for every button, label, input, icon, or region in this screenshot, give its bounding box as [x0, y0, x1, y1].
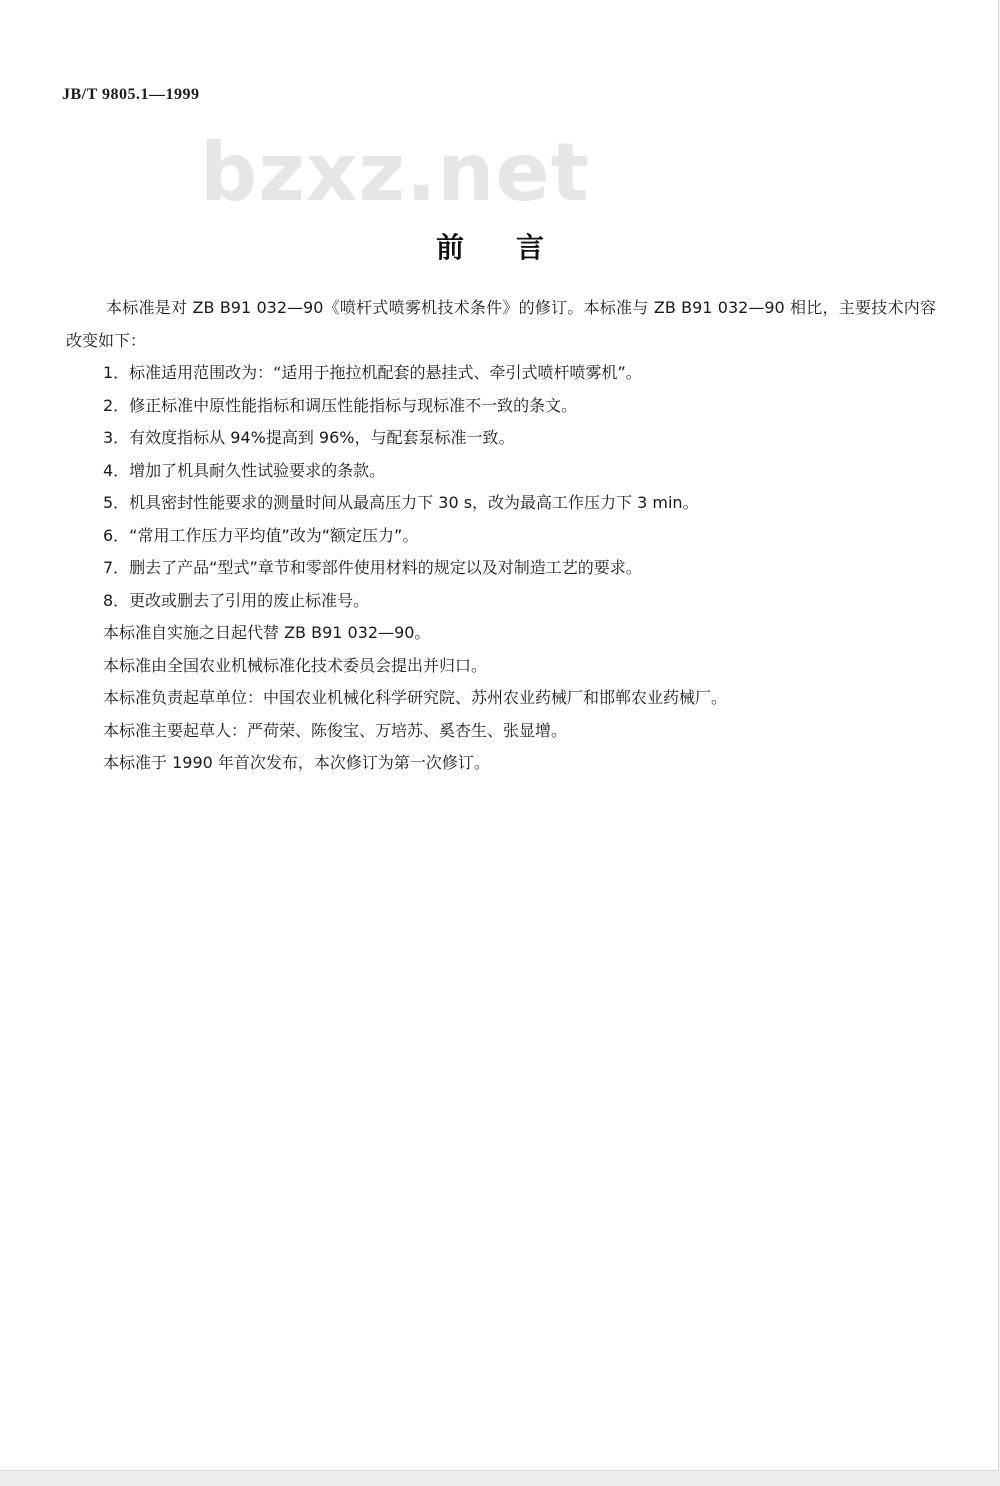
drafters-statement: 本标准主要起草人：严荷荣、陈俊宝、万培苏、奚杏生、张显增。: [103, 720, 568, 740]
publication-history-statement: 本标准于 1990 年首次发布，本次修订为第一次修订。: [103, 753, 490, 772]
document-code: JB/T 9805.1—1999: [62, 86, 200, 103]
change-item: 4．增加了机具耐久性试验要求的条款。: [103, 460, 386, 480]
drafting-units-statement: 本标准负责起草单位：中国农业机械化科学研究院、苏州农业药械厂和邯郸农业药械厂。: [103, 688, 728, 707]
change-item: 6．“常用工作压力平均值”改为“额定压力”。: [103, 525, 419, 545]
proposer-statement: 本标准由全国农业机械标准化技术委员会提出并归口。: [103, 655, 488, 675]
foreword-body: [66, 292, 936, 780]
intro-paragraph: 本标准是对 ZB B91 032—90《喷杆式喷雾机技术条件》的修订。本标准与 ZB B91 032—90 相比，主要技术内容改变如下：: [66, 298, 936, 350]
change-list: [66, 357, 936, 617]
page-bottom-strip: [0, 1471, 1000, 1486]
change-item: 7．删去了产品“型式”章节和零部件使用材料的规定以及对制造工艺的要求。: [103, 558, 642, 577]
section-title: 前言: [436, 231, 597, 264]
change-item: 5．机具密封性能要求的测量时间从最高压力下 30 s，改为最高工作压力下 3 min。: [103, 493, 699, 512]
change-item: 2．修正标准中原性能指标和调压性能指标与现标准不一致的条文。: [103, 395, 578, 415]
watermark: bzxz.net: [200, 126, 590, 219]
replacement-statement: 本标准自实施之日起代替 ZB B91 032—90。: [103, 623, 431, 642]
change-item: 8．更改或删去了引用的废止标准号。: [103, 590, 370, 610]
change-item: 1．标准适用范围改为：“适用于拖拉机配套的悬挂式、牵引式喷杆喷雾机”。: [103, 363, 642, 382]
change-item: 3．有效度指标从 94%提高到 96%，与配套泵标准一致。: [103, 428, 515, 447]
closing-statements: [66, 617, 936, 780]
